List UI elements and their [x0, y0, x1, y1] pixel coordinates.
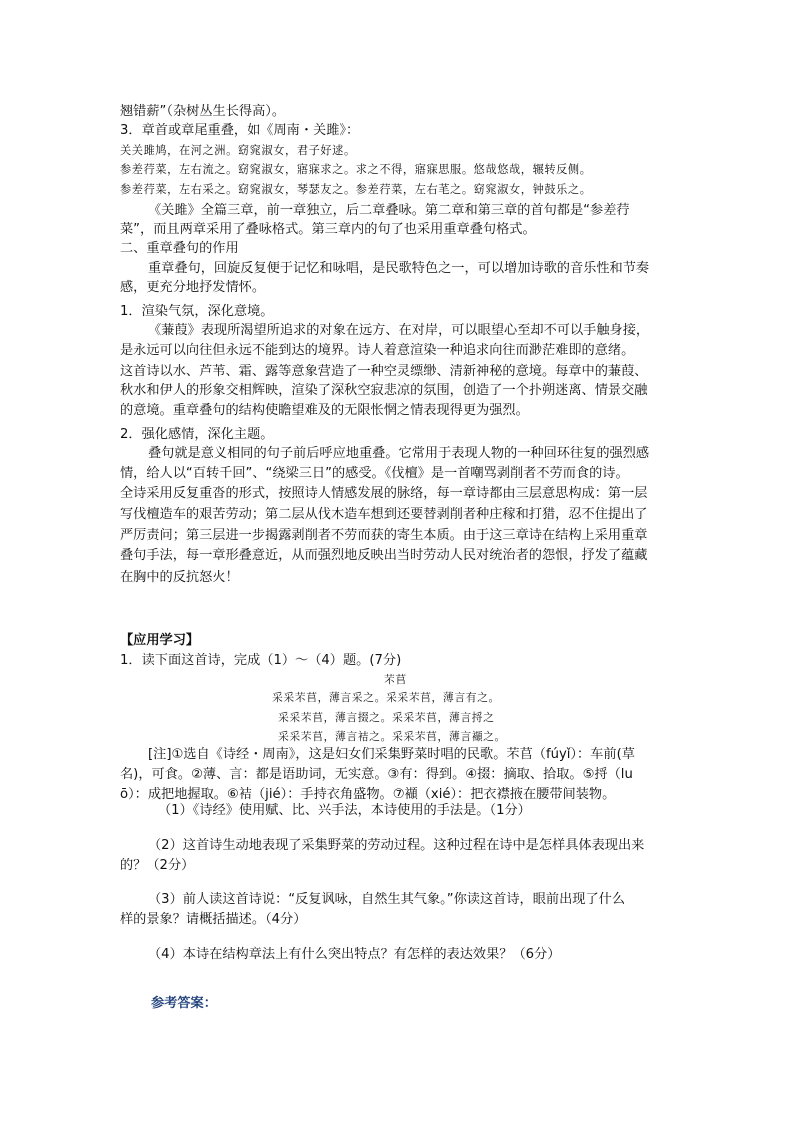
poem-line: 采采芣苢，薄言掇之。采采芣苢，薄言捋之	[278, 711, 495, 724]
paragraph-line: 感，更充分地抒发情怀。	[120, 280, 266, 295]
poem-line: 关关雎鸠，在河之洲。窈窕淑女，君子好逑。	[120, 144, 356, 157]
paragraph-line: 严厉责问；第三层进一步揭露剥削者不劳而获的寄生本质。由于这三章诗在结构上采用重章	[120, 528, 648, 543]
paragraph-line: 写伐檀造车的艰苦劳动；第二层从伐木造车想到还要替剥削者种庄稼和打猎，忍不住提出了	[120, 507, 648, 522]
paragraph-line: 叠句手法，每一章形叠意近，从而强烈地反映出当时劳动人民对统治者的怨恨，抒发了蕴藏	[120, 548, 648, 563]
paragraph-line: 叠句就是意义相同的句子前后呼应地重叠。它常用于表现人物的一种回环往复的强烈感	[148, 446, 650, 461]
question-item: （1）《诗经》使用赋、比、兴手法，本诗使用的手法是。（1分）	[158, 803, 531, 818]
question-item: 的？（2分）	[120, 858, 195, 873]
paragraph-line: 的意境。重章叠句的结构使瞻望难及的无限怅惘之情表现得更为强烈。	[120, 403, 529, 418]
list-item-heading: 3．章首或章尾重叠，如《周南・关雎》：	[120, 123, 360, 138]
paragraph-line: 重章叠句，回旋反复便于记忆和咏唱，是民歌特色之一，可以增加诗歌的音乐性和节奏	[148, 261, 650, 276]
paragraph-line: 全诗采用反复重沓的形式，按照诗人情感发展的脉络，每一章诗都由三层意思构成：第一层	[120, 486, 648, 501]
list-item-heading: 1．渲染气氛，深化意境。	[120, 304, 274, 319]
poem-line: 采采芣苢，薄言采之。采采芣苢，薄言有之。	[272, 691, 500, 704]
text-line: 翘错薪”（杂树丛生长得高）。	[120, 104, 286, 119]
paragraph-line: 《关雎》全篇三章，前一章独立，后二章叠咏。第二章和第三章的首句都是“参差荇	[148, 203, 630, 218]
question-item: 样的景象？请概括描述。（4分）	[120, 912, 307, 927]
paragraph-line: 菜”，而且两章采用了叠咏格式。第三章内的句了也采用重章叠句格式。	[120, 222, 536, 237]
answer-heading: 参考答案：	[151, 996, 217, 1011]
paragraph-line: 秋水和伊人的形象交相辉映，渲染了深秋空寂悲凉的氛围，创造了一个扑朔迷离、情景交融	[120, 383, 648, 398]
poem-title: 芣苢	[384, 673, 407, 686]
question-item: （2）这首诗生动地表现了采集野菜的劳动过程。这种过程在诗中是怎样具体表现出来	[148, 838, 645, 853]
list-item-heading: 2．强化感情，深化主题。	[120, 427, 274, 442]
poem-line: 参差荇菜，左右采之。窈窕淑女，琴瑟友之。参差荇菜，左右芼之。窈窕淑女，钟鼓乐之。	[120, 183, 592, 196]
question-heading: 1．读下面这首诗，完成（1）～（4）题。(7分)	[120, 653, 402, 668]
poem-line: 采采芣苢，薄言袺之。采采芣苢，薄言襭之。	[278, 730, 506, 743]
paragraph-line: 《蒹葭》表现所渴望所追求的对象在远方、在对岸，可以眼望心至却不可以手触身接，	[148, 323, 650, 338]
question-item: （3）前人读这首诗说：“反复讽咏，自然生其气象。”你读这首诗，眼前出现了什么	[148, 892, 626, 907]
note-line: ō）：成把地握取。⑥袺（jié）：手持衣角盛物。⑦襭（xié）：把衣襟掖在腰带间装物。	[120, 787, 616, 802]
poem-line: 参差荇菜，左右流之。窈窕淑女，寤寐求之。求之不得，寤寐思服。悠哉悠哉，辗转反侧。	[120, 163, 592, 176]
note-line: [注]①选自《诗经・周南》，这是妇女们采集野菜时唱的民歌。芣苢（fúyǐ）：车前(草	[148, 747, 635, 762]
section-title: 【应用学习】	[120, 633, 200, 648]
note-line: 名)，可食。②薄、言：都是语助词，无实意。③有：得到。④掇：摘取、拾取。⑤捋（lu	[120, 767, 633, 782]
paragraph-line: 这首诗以水、芦苇、霜、露等意象营造了一种空灵缥缈、清新神秘的意境。每章中的蒹葭、	[120, 364, 648, 379]
question-item: （4）本诗在结构章法上有什么突出特点？有怎样的表达效果？（6分）	[148, 947, 561, 962]
paragraph-line: 情，给人以“百转千回”、“绕梁三日”的感受。《伐檀》是一首嘲骂剥削者不劳而食的诗。	[120, 466, 629, 481]
section-heading: 二、重章叠句的作用	[120, 241, 239, 256]
paragraph-line: 是永远可以向往但永远不能到达的境界。诗人着意渲染一种追求向往而渺茫难即的意绪。	[120, 343, 635, 358]
paragraph-line: 在胸中的反抗怒火！	[120, 570, 239, 585]
